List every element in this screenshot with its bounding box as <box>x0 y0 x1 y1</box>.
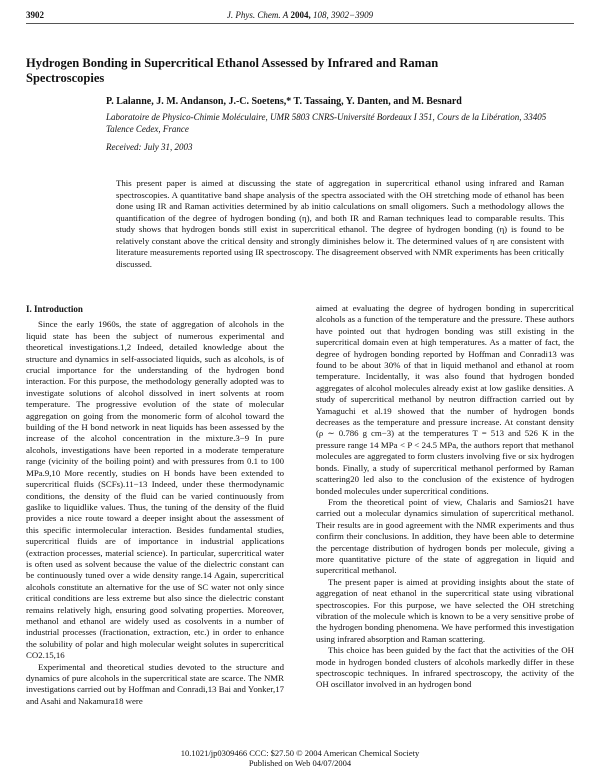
left-column <box>26 300 284 707</box>
paragraph: aimed at evaluating the degree of hydrogen bonding in supercritical alcohols as a function of the temperature and the pressure. These authors have pointed out that hydrogen bonding was still existing in the supercritical domain even at high temperatures. As a matter of fact, the degree of hydrogen bonding reported by Hoffman and Conradi13 was found to be about 30% of that in liquid methanol and ethanol at room temperature. Incidentally, it was also found that hydrogen bonded aggregates of alcohol molecules already exist at low gaslike densities. A study of supercritical methanol by neutron diffraction carried out by Yamaguchi et al.19 showed that the number of hydrogen bonds decreases as the temperature and pressure increase. At constant density (ρ ∼ 0.786 g cm−3) at the temperatures T = 513 and 526 K in the pressure range 14 MPa < P < 24.5 MPa, the authors report that methanol molecules are aggregated to form clusters involving five or six hydrogen bonds. Finally, a study of supercritical methanol performed by Raman scattering20 led also to the conclusion of the existence of hydrogen bonded molecules under supercritical conditions. <box>316 303 574 496</box>
header-rule <box>26 23 574 24</box>
received-date: Received: July 31, 2003 <box>106 142 193 152</box>
published-line: Published on Web 04/07/2004 <box>248 758 352 768</box>
journal-abbrev: J. Phys. Chem. A <box>226 10 289 20</box>
paragraph: Experimental and theoretical studies devoted to the structure and dynamics of pure alcohols in the supercritical state are scarce. The NMR investigations carried out by Hoffman and Conradi,13 Bai and Yonker,17 and Asahi and Nakamura18 were <box>26 661 284 706</box>
right-column <box>316 303 574 691</box>
paragraph: Since the early 1960s, the state of aggregation of alcohols in the liquid state has been the subject of numerous experimental and theoretical investigations.1,2 Indeed, detailed knowledge about the structure and dynamics in self-associated liquids, such as alcohols, is of crucial importance for the understanding of the hydrogen bond interaction. For this purpose, the methodology generally adopted was to investigate solutions of alcohol dissolved in inert solvents at room temperature. The progressive evolution of the state of molecular aggregation on going from the monomeric form of alcohol toward the building of the H bond network in neat liquids has been assessed by the increase of the alcohol concentration in the mixture.3−9 In pure alcohols, investigations have been reported in a moderate temperature range (vicinity of the boiling point) and with pressures from 0.1 to 100 MPa.9,10 More recently, studies on H bonds have been extended to supercritical fluids (SCFs).11−13 Indeed, under these thermodynamic conditions, the density of the fluid can be varied continuously from gaslike to liquidlike values. Thus, the tuning of the density of the fluid provides a nice route toward a deeper insight about the assessment of this specific intermolecular interaction. Besides fundamental studies, supercritical fluids are of importance in industrial applications (extraction processes, material science). In particular, supercritical water is often used as solvent because the value of the dielectric constant can be continuously tuned over a wide density range.14 Again, supercritical alcohols constitute an alternative for the use of SC water not only since critical conditions are less extreme but also since the dielectric constant remains relatively high, ensuring good solvating properties. Moreover, methanol and ethanol are widely used as cosolvents in a number of industrial processes (fractionation, extraction, etc.) in order to enhance the solubility of polar and high molecular weight solutes in supercritical CO2.15,16 <box>26 319 284 661</box>
doi-line: 10.1021/jp0309466 CCC: $27.50 © 2004 American Chemical Society <box>180 748 420 758</box>
page-footer <box>0 748 600 768</box>
journal-year: 2004, <box>290 10 311 20</box>
article-title: Hydrogen Bonding in Supercritical Ethanol Assessed by Infrared and Raman Spectroscopies <box>26 56 439 85</box>
article-affiliation: Laboratoire de Physico-Chimie Moléculaire, UMR 5803 CNRS-Université Bordeaux I 351, Cours de la Libération, 33405 Talence Cedex, France <box>106 112 547 134</box>
article-authors: P. Lalanne, J. M. Andanson, J.-C. Soetens,* T. Tassaing, Y. Danten, and M. Besnard <box>106 96 462 107</box>
abstract: This present paper is aimed at discussing the state of aggregation in supercritical ethanol using infrared and Raman spectroscopies. A quantitative band shape analysis of the spectra associated with the OH stretching mode of ethanol has been done using IR and Raman activities determined by ab initio calculations on small oligomers. Such a methodology allows the quantification of the degree of hydrogen bonding (η), and both IR and Raman techniques lead to comparable results. This study shows that hydrogen bonds still exist in supercritical ethanol. The degree of hydrogen bonding (η) is found to be relatively constant above the critical density and strongly diminishes below it. The determined values of η are consistent with literature measurements reported using IR spectroscopy. The disagreement observed with NMR experiments has been critically discussed. <box>116 178 565 269</box>
paragraph: This choice has been guided by the fact that the activities of the OH mode in hydrogen bonded clusters of alcohols markedly differ in these spectroscopic techniques. In infrared spectroscopy, the activity of the OH oscillator involved in an hydrogen bond <box>316 645 574 690</box>
journal-citation <box>26 10 574 20</box>
paragraph: The present paper is aimed at providing insights about the state of aggregation of neat ethanol in the supercritical state using vibrational spectroscopies. For this purpose, we have selected the OH stretching vibration of the molecule which is known to be a very sensitive probe of the hydrogen bonding phenomena. We have performed this investigation using infrared absorption and Raman scattering. <box>316 576 574 644</box>
section-heading: I. Introduction <box>26 304 83 314</box>
paragraph: From the theoretical point of view, Chalaris and Samios21 have carried out a molecular dynamics simulation of supercritical methanol. Their results are in good agreement with the NMR experiments and thus confirm their conclusions. In addition, they have been able to determine the percentage distribution of hydrogen bonds per molecule, giving a more quantitative picture of the state of aggregation in liquid and supercritical methanol. <box>316 496 574 576</box>
page-number: 3902 <box>26 10 44 20</box>
running-header <box>26 10 574 22</box>
journal-volume-pages: 108, 3902−3909 <box>313 10 374 20</box>
